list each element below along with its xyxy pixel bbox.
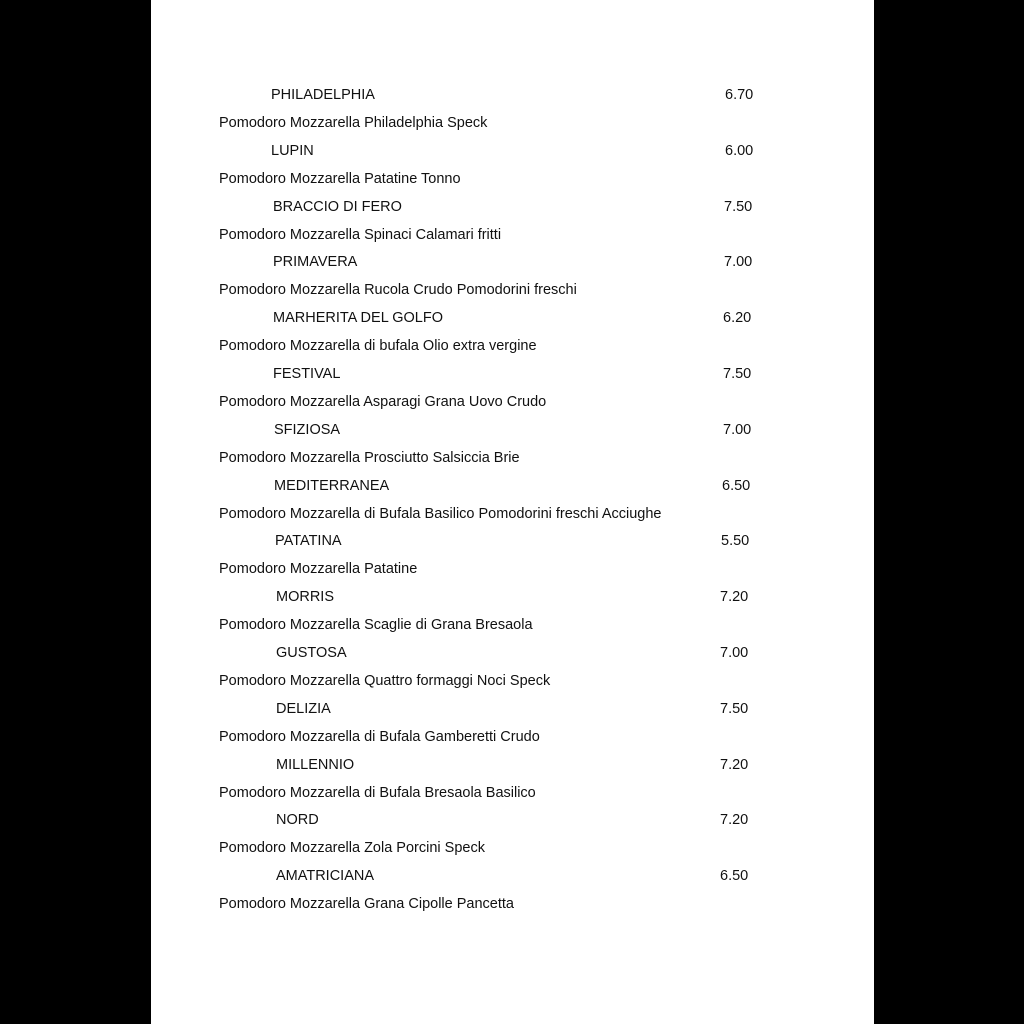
menu-item-header [151, 364, 874, 384]
item-description: Pomodoro Mozzarella di Bufala Gamberetti Crudo [219, 729, 540, 745]
menu-item-description-row [151, 615, 874, 635]
item-name: MARHERITA DEL GOLFO [273, 310, 443, 326]
item-name: PATATINA [275, 533, 342, 549]
item-description: Pomodoro Mozzarella Zola Porcini Speck [219, 840, 485, 856]
menu-item-header [151, 587, 874, 607]
item-name: PHILADELPHIA [271, 87, 375, 103]
item-description: Pomodoro Mozzarella Patatine [219, 561, 418, 577]
item-name: LUPIN [271, 143, 314, 159]
menu-page [151, 0, 874, 1024]
item-price: 6.70 [725, 87, 754, 103]
menu-item-header [151, 308, 874, 328]
item-description: Pomodoro Mozzarella Rucola Crudo Pomodorini freschi [219, 282, 577, 298]
item-price: 6.00 [725, 143, 754, 159]
item-name: NORD [276, 812, 319, 828]
item-description: Pomodoro Mozzarella Scaglie di Grana Bresaola [219, 617, 533, 633]
menu-item-header [151, 810, 874, 830]
menu-item-header [151, 643, 874, 663]
item-name: BRACCIO DI FERO [273, 199, 402, 215]
item-name: PRIMAVERA [273, 254, 358, 270]
menu-item-header [151, 252, 874, 272]
item-description: Pomodoro Mozzarella Quattro formaggi Noci Speck [219, 673, 551, 689]
menu-item-header [151, 755, 874, 775]
menu-item-header [151, 476, 874, 496]
menu-item-description-row [151, 894, 874, 914]
menu-item-header [151, 197, 874, 217]
item-price: 7.50 [724, 199, 753, 215]
item-description: Pomodoro Mozzarella Grana Cipolle Pancetta [219, 896, 514, 912]
menu-item-description-row [151, 559, 874, 579]
item-price: 7.50 [723, 366, 752, 382]
item-name: AMATRICIANA [276, 868, 375, 884]
menu-item-header [151, 420, 874, 440]
item-description: Pomodoro Mozzarella di Bufala Bresaola Basilico [219, 785, 536, 801]
menu-item-description-row [151, 838, 874, 858]
menu-item-description-row [151, 392, 874, 412]
item-price: 7.20 [720, 757, 749, 773]
item-description: Pomodoro Mozzarella Prosciutto Salsiccia Brie [219, 450, 520, 466]
menu-item-description-row [151, 113, 874, 133]
item-description: Pomodoro Mozzarella Philadelphia Speck [219, 115, 488, 131]
menu-item-header [151, 866, 874, 886]
item-name: DELIZIA [276, 701, 331, 717]
menu-item-header [151, 531, 874, 551]
item-description: Pomodoro Mozzarella Patatine Tonno [219, 171, 461, 187]
menu-item-header [151, 141, 874, 161]
item-price: 7.00 [723, 422, 752, 438]
item-price: 7.00 [724, 254, 753, 270]
menu-item-description-row [151, 783, 874, 803]
item-name: GUSTOSA [276, 645, 347, 661]
item-price: 6.50 [720, 868, 749, 884]
menu-item-header [151, 85, 874, 105]
item-price: 7.20 [720, 812, 749, 828]
item-price: 7.00 [720, 645, 749, 661]
menu-item-description-row [151, 671, 874, 691]
item-price: 6.20 [723, 310, 752, 326]
menu-item-description-row [151, 169, 874, 189]
menu-item-description-row [151, 280, 874, 300]
menu-item-description-row [151, 225, 874, 245]
item-description: Pomodoro Mozzarella Asparagi Grana Uovo Crudo [219, 394, 547, 410]
menu-item-description-row [151, 727, 874, 747]
item-description: Pomodoro Mozzarella Spinaci Calamari fritti [219, 227, 502, 243]
item-description: Pomodoro Mozzarella di bufala Olio extra vergine [219, 338, 537, 354]
item-price: 7.20 [720, 589, 749, 605]
item-name: MORRIS [276, 589, 334, 605]
menu-item-header [151, 699, 874, 719]
item-name: MEDITERRANEA [274, 478, 390, 494]
item-price: 6.50 [722, 478, 751, 494]
item-name: SFIZIOSA [274, 422, 341, 438]
menu-item-description-row [151, 448, 874, 468]
item-price: 5.50 [721, 533, 750, 549]
item-name: FESTIVAL [273, 366, 341, 382]
item-name: MILLENNIO [276, 757, 355, 773]
menu-item-description-row [151, 336, 874, 356]
item-description: Pomodoro Mozzarella di Bufala Basilico Pomodorini freschi Acciughe [219, 506, 662, 522]
item-price: 7.50 [720, 701, 749, 717]
menu-item-description-row [151, 504, 874, 524]
pizza-menu-list [151, 0, 874, 1024]
